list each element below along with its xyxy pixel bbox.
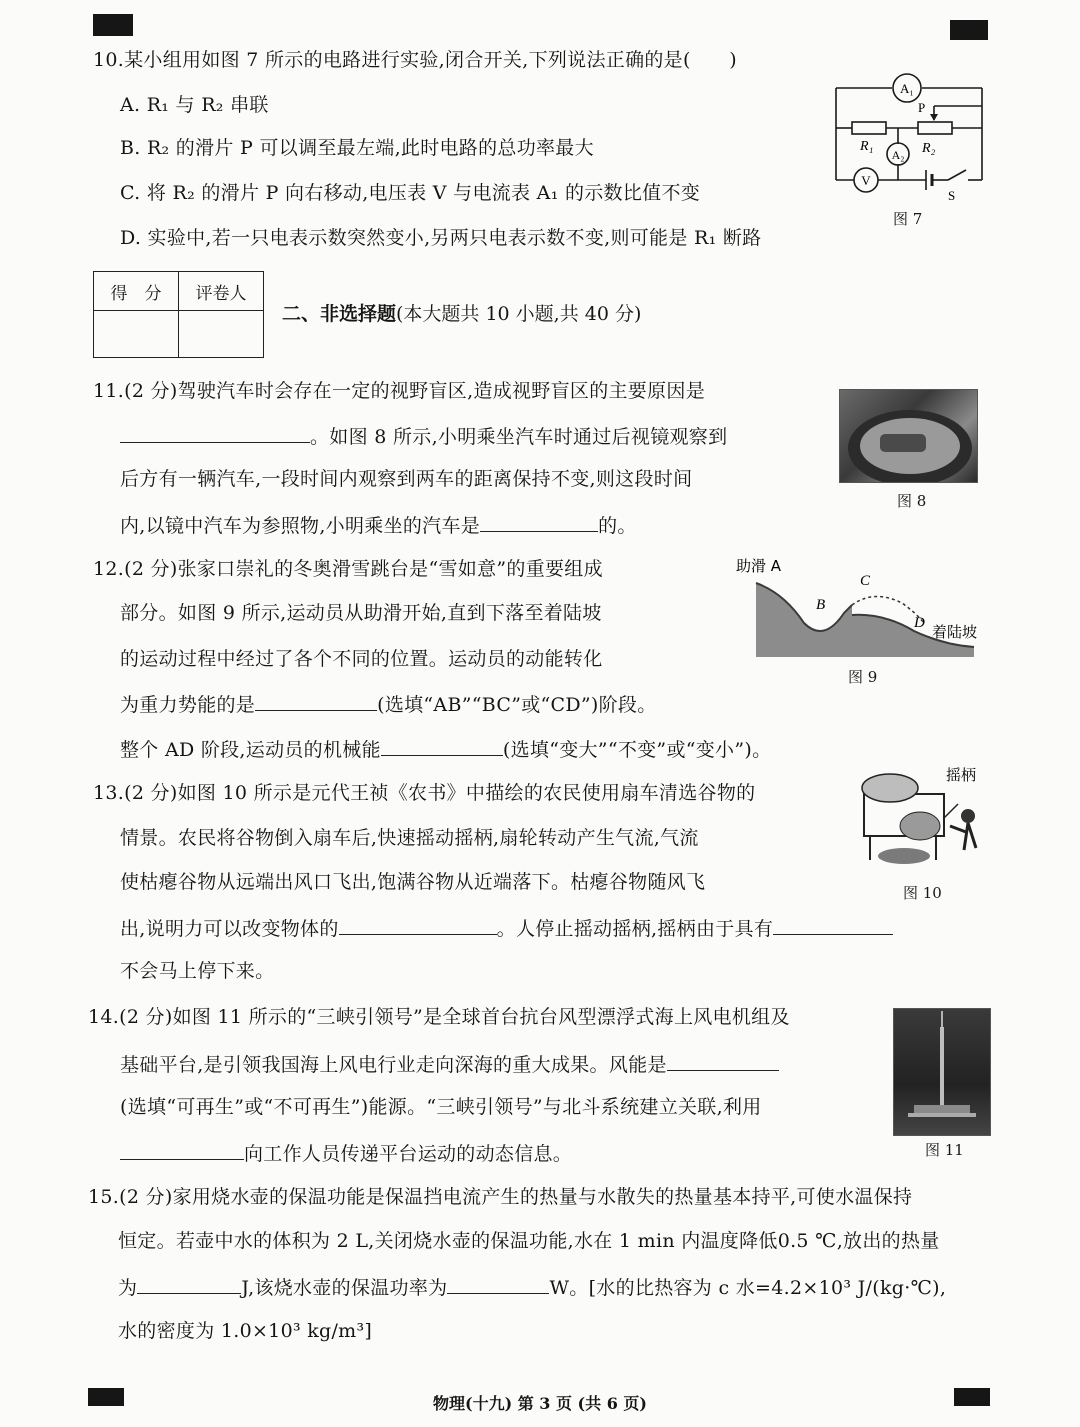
- ammeter-a2-label: A₂: [891, 148, 905, 162]
- q11-blank-2[interactable]: [480, 511, 598, 532]
- q12-line5-text: 整个 AD 阶段,运动员的机械能: [120, 739, 381, 761]
- ammeter-a1-label: A₁: [900, 81, 914, 96]
- ski-label-a: 助滑 A: [736, 557, 782, 575]
- q12-line3: 的运动过程中经过了各个不同的位置。运动员的动能转化: [120, 648, 603, 670]
- figure-11-photo: [893, 1008, 991, 1136]
- q14-line3: (选填“可再生”或“不可再生”)能源。“三峡引领号”与北斗系统建立关联,利用: [120, 1096, 762, 1118]
- ski-label-slope: 着陆坡: [932, 623, 978, 641]
- q12-blank-1[interactable]: [255, 690, 377, 711]
- score-table: [93, 271, 264, 358]
- ski-label-b: B: [816, 597, 826, 613]
- q13-line2: 情景。农民将谷物倒入扇车后,快速摇动摇柄,扇轮转动产生气流,气流: [120, 827, 699, 849]
- page-footer: 物理(十九) 第 3 页 (共 6 页): [433, 1394, 647, 1413]
- q12-line5: [120, 735, 771, 763]
- r1-label: R₁: [860, 139, 874, 154]
- figure-11-caption: 图 11: [925, 1141, 964, 1159]
- q12-blank-2[interactable]: [381, 735, 503, 756]
- q11-line4-end: 的。: [598, 515, 637, 537]
- q13-line4: [120, 914, 893, 942]
- q11-line4: [120, 511, 637, 539]
- q15-line3-start: 为: [118, 1277, 138, 1299]
- q13-line3: 使枯瘪谷物从远端出风口飞出,饱满谷物从近端落下。枯瘪谷物随风飞: [120, 871, 706, 893]
- q10-option-a: A. R₁ 与 R₂ 串联: [120, 94, 269, 116]
- r2-label: R₂: [922, 141, 936, 156]
- q12-line4-text: 为重力势能的是: [120, 694, 256, 716]
- circuit-diagram: [826, 72, 996, 207]
- q14-blank-1[interactable]: [667, 1050, 779, 1071]
- slider-p-label: P: [918, 100, 926, 115]
- q11-line3: 后方有一辆汽车,一段时间内观察到两车的距离保持不变,则这段时间: [120, 468, 693, 490]
- q13-line5: 不会马上停下来。: [120, 960, 275, 982]
- q15-line3-end: W。[水的比热容为 c 水=4.2×10³ J/(kg·℃),: [549, 1277, 947, 1299]
- section-2-title: 二、非选择题: [282, 303, 397, 325]
- q14-line2-text: 基础平台,是引领我国海上风电行业走向深海的重大成果。风能是: [120, 1054, 667, 1076]
- q10-option-c: C. 将 R₂ 的滑片 P 向右移动,电压表 V 与电流表 A₁ 的示数比值不变: [120, 182, 701, 204]
- q12-line4: [120, 690, 657, 718]
- score-header: 得 分: [94, 272, 179, 311]
- q14-line1: 14.(2 分)如图 11 所示的“三峡引领号”是全球首台抗台风型漂浮式海上风电机组及: [88, 1006, 790, 1028]
- switch-s-label: S: [948, 188, 956, 203]
- q11-line1: 11.(2 分)驾驶汽车时会存在一定的视野盲区,造成视野盲区的主要原因是: [93, 380, 706, 402]
- q12-line4-end: (选填“AB”“BC”或“CD”)阶段。: [377, 694, 657, 716]
- wind-turbine-image: [894, 1009, 990, 1135]
- side-mirror-image: [840, 390, 977, 482]
- q13-blank-2[interactable]: [773, 914, 893, 935]
- q10-option-b: B. R₂ 的滑片 P 可以调至最左端,此时电路的总功率最大: [120, 137, 594, 159]
- q12-line1: 12.(2 分)张家口崇礼的冬奥滑雪跳台是“雪如意”的重要组成: [93, 558, 603, 580]
- grader-header: 评卷人: [179, 272, 264, 311]
- section-2-note: (本大题共 10 小题,共 40 分): [396, 303, 642, 325]
- q15-line4: 水的密度为 1.0×10³ kg/m³]: [118, 1320, 373, 1342]
- figure-7-caption: 图 7: [893, 210, 923, 228]
- q14-line4-text: 向工作人员传递平台运动的动态信息。: [244, 1143, 573, 1165]
- q15-blank-2[interactable]: [447, 1273, 549, 1294]
- q14-blank-2[interactable]: [120, 1139, 244, 1160]
- q11-line2: [120, 422, 727, 450]
- score-cell[interactable]: [94, 311, 179, 358]
- q15-line2: 恒定。若壶中水的体积为 2 L,关闭烧水壶的保温功能,水在 1 min 内温度降低0.5 ℃,放出的热量: [118, 1230, 940, 1252]
- q15-line3: [118, 1273, 946, 1301]
- ski-label-d: D: [914, 615, 925, 631]
- figure-8-photo: [839, 389, 978, 483]
- winnowing-machine-illustration: [850, 760, 990, 870]
- q13-blank-1[interactable]: [339, 914, 497, 935]
- q13-line4-text: 出,说明力可以改变物体的: [120, 918, 339, 940]
- handle-label: 摇柄: [946, 766, 977, 784]
- q14-line2: [120, 1050, 779, 1078]
- registration-mark-top-right: [950, 20, 988, 40]
- q10-option-d: D. 实验中,若一只电表示数突然变小,另两只电表示数不变,则可能是 R₁ 断路: [120, 227, 762, 249]
- grader-cell[interactable]: [179, 311, 264, 358]
- q11-blank-1[interactable]: [120, 422, 310, 443]
- q10-stem: 10.某小组用如图 7 所示的电路进行实验,闭合开关,下列说法正确的是( ): [93, 49, 737, 71]
- q15-line1: 15.(2 分)家用烧水壶的保温功能是保温挡电流产生的热量与水散失的热量基本持平,可使水温保持: [88, 1186, 913, 1208]
- q14-line4: [120, 1139, 572, 1167]
- registration-mark-top-left: [93, 14, 133, 36]
- q12-line2: 部分。如图 9 所示,运动员从助滑开始,直到下落至着陆坡: [120, 602, 602, 624]
- voltmeter-label: V: [861, 173, 871, 188]
- q15-line3-mid: J,该烧水壶的保温功率为: [241, 1277, 448, 1299]
- figure-9-caption: 图 9: [848, 668, 878, 686]
- q15-blank-1[interactable]: [137, 1273, 241, 1294]
- q13-line1: 13.(2 分)如图 10 所示是元代王祯《农书》中描绘的农民使用扇车清选谷物的: [93, 782, 756, 804]
- q11-line4-text: 内,以镜中汽车为参照物,小明乘坐的汽车是: [120, 515, 481, 537]
- q13-line4-mid: 。人停止摇动摇柄,摇柄由于具有: [496, 918, 774, 940]
- ski-jump-diagram: [734, 553, 996, 661]
- ski-label-c: C: [860, 573, 871, 589]
- section-2-heading: [282, 299, 641, 326]
- figure-10-caption: 图 10: [903, 884, 942, 902]
- q12-line5-end: (选填“变大”“不变”或“变小”)。: [502, 739, 772, 761]
- figure-8-caption: 图 8: [897, 492, 927, 510]
- q11-line2-text: 。如图 8 所示,小明乘坐汽车时通过后视镜观察到: [310, 426, 728, 448]
